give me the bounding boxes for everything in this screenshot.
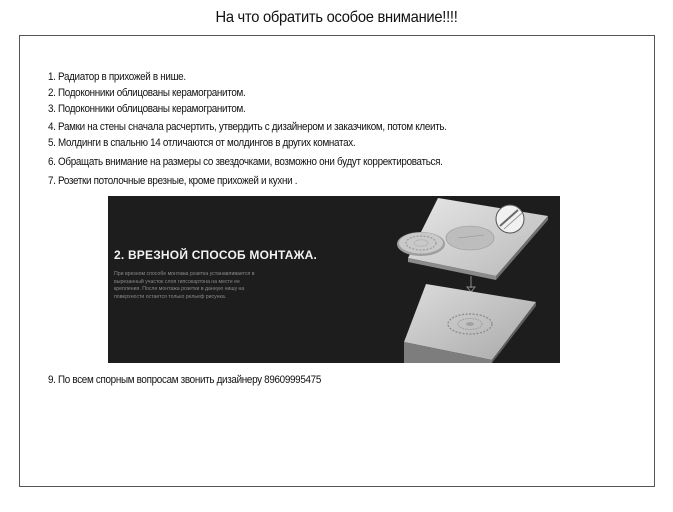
notes-list	[48, 70, 541, 190]
note-item: 7. Розетки потолочные врезные, кроме прихожей и кухни .	[48, 174, 298, 187]
note-item: 1. Радиатор в прихожей в нише.	[48, 71, 186, 83]
note-item: 5. Молдинги в спальню 14 отличаются от молдингов в других комнатах.	[48, 137, 356, 150]
note-item: 3. Подоконники облицованы керамогранитом.	[48, 102, 246, 115]
illustration-caption: При врезном способе монтажа розетка устанавливается в вырезанный участок слоя гипсокартона на месте ее крепления. После монтажа розетки в данную нишу на поверхности остается только рельеф рисунка.	[114, 271, 255, 300]
note-item: 6. Обращать внимание на размеры со звездочками, возможно они будут корректироваться.	[48, 155, 443, 168]
page-title: На что обратить особое внимание!!!!	[215, 9, 458, 26]
ceiling-rosette	[397, 232, 445, 256]
note-item: 4. Рамки на стены сначала расчертить, утвердить с дизайнером и заказчиком, потом клеить.	[48, 121, 447, 134]
detail-circle	[496, 205, 524, 233]
lower-panel	[404, 284, 536, 363]
illustration-heading: 2. ВРЕЗНОЙ СПОСОБ МОНТАЖА.	[114, 248, 318, 262]
note-item: 2. Подоконники облицованы керамогранитом.	[48, 86, 246, 99]
arrow-down-icon	[467, 276, 475, 292]
footer-note: 9. По всем спорным вопросам звонить дизайнеру 89609995475	[48, 374, 322, 386]
installation-illustration	[108, 196, 560, 363]
